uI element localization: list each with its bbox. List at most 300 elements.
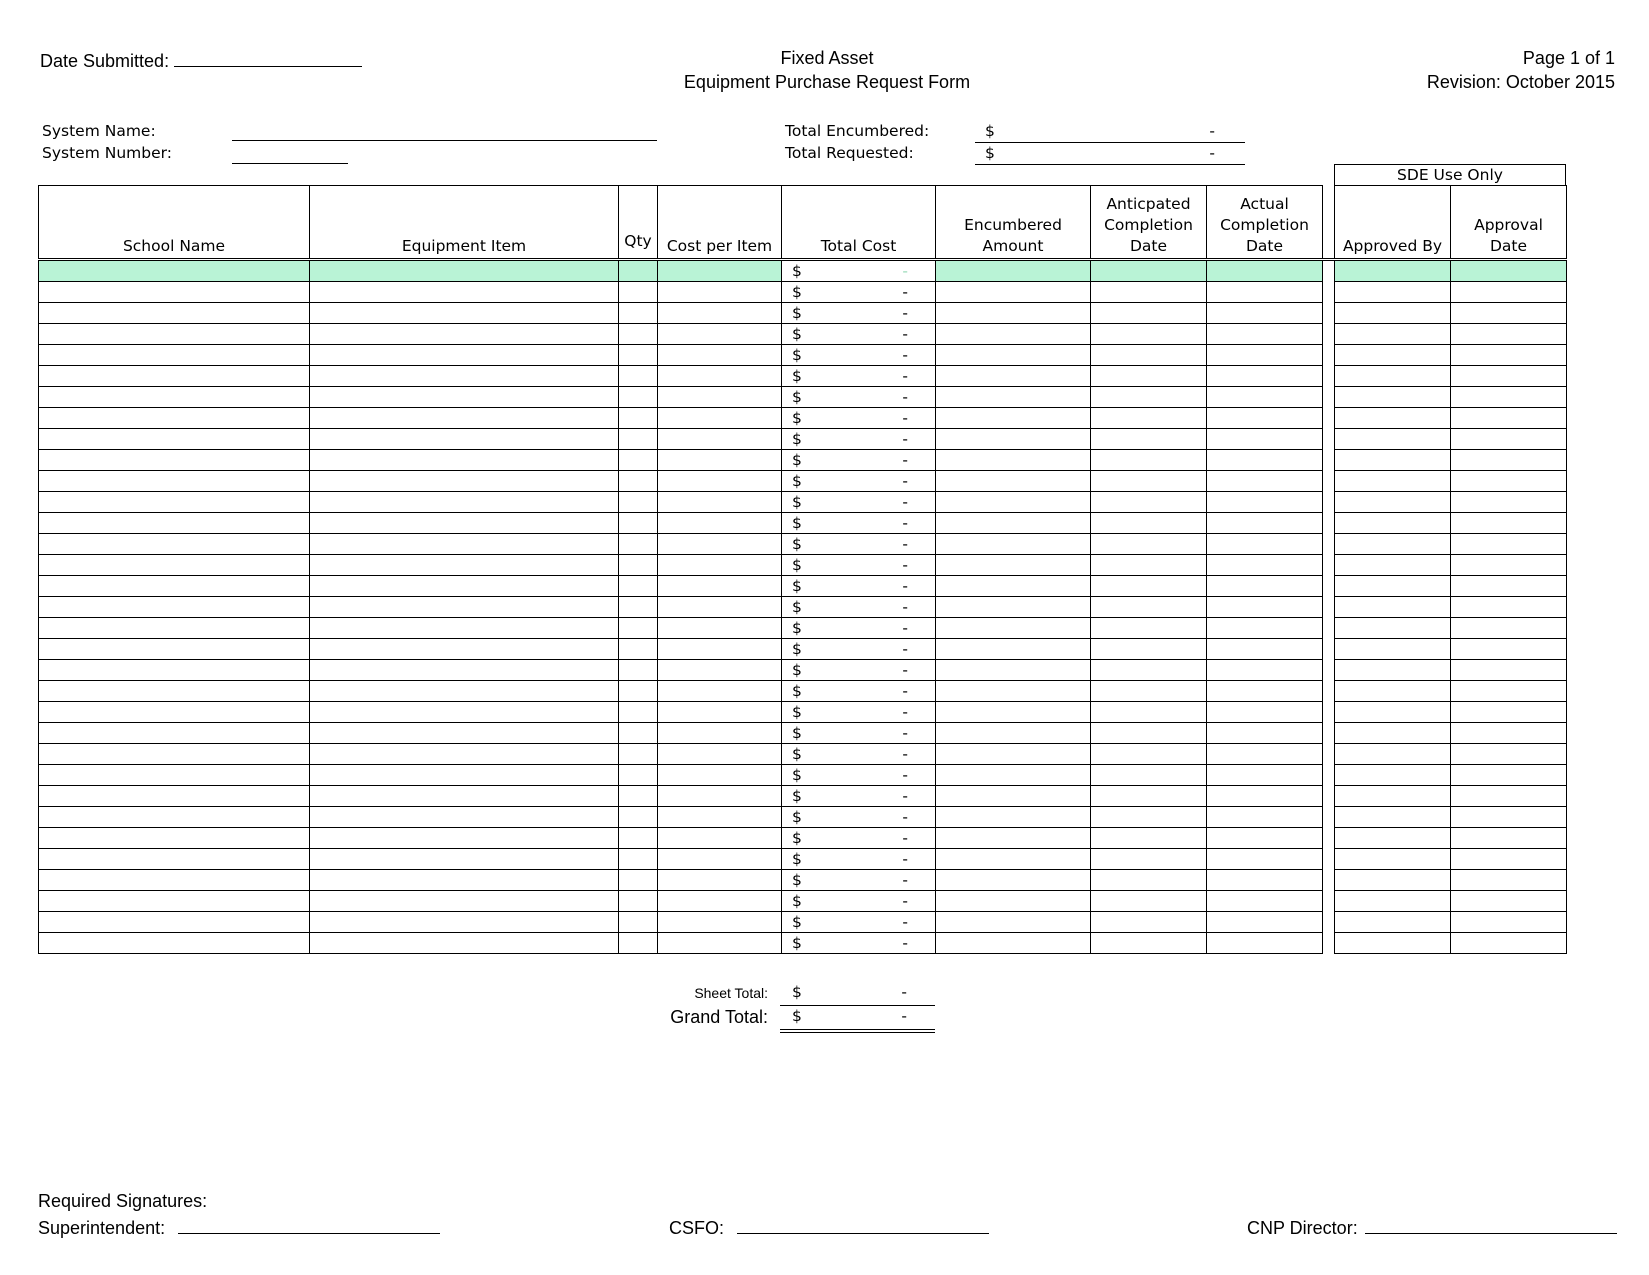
cell-qty[interactable] [619,260,658,282]
cell-equipment-item[interactable] [310,870,619,891]
cell-cost-per-item[interactable] [658,702,782,723]
cell-school-name[interactable] [39,828,310,849]
cell-cost-per-item[interactable] [658,744,782,765]
cell-encumbered-amount[interactable] [936,681,1091,702]
cell-approval-date[interactable] [1451,702,1567,723]
cell-approval-date[interactable] [1451,849,1567,870]
cell-anticipated-date[interactable] [1091,303,1207,324]
cell-equipment-item[interactable] [310,303,619,324]
cell-cost-per-item[interactable] [658,324,782,345]
system-number-field[interactable] [232,163,348,164]
cell-approval-date[interactable] [1451,807,1567,828]
cell-encumbered-amount[interactable] [936,303,1091,324]
cell-encumbered-amount[interactable] [936,765,1091,786]
cell-equipment-item[interactable] [310,387,619,408]
cell-cost-per-item[interactable] [658,723,782,744]
cell-approved-by[interactable] [1335,471,1451,492]
cell-equipment-item[interactable] [310,786,619,807]
cell-equipment-item[interactable] [310,260,619,282]
cell-encumbered-amount[interactable] [936,912,1091,933]
date-submitted-field[interactable] [174,48,362,67]
cell-equipment-item[interactable] [310,639,619,660]
cell-cost-per-item[interactable] [658,513,782,534]
cell-approved-by[interactable] [1335,933,1451,954]
cell-encumbered-amount[interactable] [936,744,1091,765]
cell-school-name[interactable] [39,366,310,387]
cell-equipment-item[interactable] [310,345,619,366]
cell-cost-per-item[interactable] [658,786,782,807]
cell-equipment-item[interactable] [310,408,619,429]
cell-equipment-item[interactable] [310,744,619,765]
cell-actual-date[interactable] [1207,681,1323,702]
cell-school-name[interactable] [39,597,310,618]
cell-approved-by[interactable] [1335,429,1451,450]
cell-anticipated-date[interactable] [1091,324,1207,345]
cell-actual-date[interactable] [1207,744,1323,765]
cell-qty[interactable] [619,744,658,765]
cell-qty[interactable] [619,870,658,891]
cell-anticipated-date[interactable] [1091,345,1207,366]
cell-encumbered-amount[interactable] [936,429,1091,450]
cell-anticipated-date[interactable] [1091,471,1207,492]
cell-equipment-item[interactable] [310,534,619,555]
superintendent-signature-line[interactable] [178,1215,440,1234]
cell-anticipated-date[interactable] [1091,387,1207,408]
cell-encumbered-amount[interactable] [936,807,1091,828]
cell-encumbered-amount[interactable] [936,450,1091,471]
cell-approved-by[interactable] [1335,618,1451,639]
cell-approved-by[interactable] [1335,555,1451,576]
cell-qty[interactable] [619,366,658,387]
cell-approved-by[interactable] [1335,723,1451,744]
cell-cost-per-item[interactable] [658,849,782,870]
cell-encumbered-amount[interactable] [936,534,1091,555]
cell-cost-per-item[interactable] [658,891,782,912]
cell-approved-by[interactable] [1335,303,1451,324]
cell-school-name[interactable] [39,786,310,807]
cell-encumbered-amount[interactable] [936,260,1091,282]
cell-actual-date[interactable] [1207,555,1323,576]
cell-encumbered-amount[interactable] [936,492,1091,513]
cell-approval-date[interactable] [1451,492,1567,513]
cell-anticipated-date[interactable] [1091,933,1207,954]
cell-school-name[interactable] [39,513,310,534]
cell-equipment-item[interactable] [310,723,619,744]
cell-actual-date[interactable] [1207,282,1323,303]
cell-cost-per-item[interactable] [658,828,782,849]
cell-anticipated-date[interactable] [1091,744,1207,765]
cell-approved-by[interactable] [1335,450,1451,471]
cell-encumbered-amount[interactable] [936,282,1091,303]
cell-approval-date[interactable] [1451,870,1567,891]
cell-actual-date[interactable] [1207,387,1323,408]
cell-equipment-item[interactable] [310,513,619,534]
csfo-signature-line[interactable] [737,1215,989,1234]
cell-school-name[interactable] [39,870,310,891]
cell-cost-per-item[interactable] [658,534,782,555]
cell-equipment-item[interactable] [310,555,619,576]
cell-approval-date[interactable] [1451,786,1567,807]
cell-actual-date[interactable] [1207,786,1323,807]
cell-actual-date[interactable] [1207,408,1323,429]
cell-actual-date[interactable] [1207,492,1323,513]
cell-approval-date[interactable] [1451,282,1567,303]
cell-approved-by[interactable] [1335,702,1451,723]
cell-actual-date[interactable] [1207,597,1323,618]
cell-approved-by[interactable] [1335,260,1451,282]
cell-equipment-item[interactable] [310,912,619,933]
cell-encumbered-amount[interactable] [936,933,1091,954]
cell-equipment-item[interactable] [310,429,619,450]
cell-anticipated-date[interactable] [1091,639,1207,660]
cell-school-name[interactable] [39,555,310,576]
cell-qty[interactable] [619,408,658,429]
cell-anticipated-date[interactable] [1091,513,1207,534]
cell-approved-by[interactable] [1335,870,1451,891]
cell-actual-date[interactable] [1207,933,1323,954]
cell-cost-per-item[interactable] [658,429,782,450]
cell-school-name[interactable] [39,282,310,303]
cell-qty[interactable] [619,702,658,723]
cell-approved-by[interactable] [1335,681,1451,702]
cell-qty[interactable] [619,429,658,450]
cell-school-name[interactable] [39,534,310,555]
cell-approved-by[interactable] [1335,576,1451,597]
cell-cost-per-item[interactable] [658,576,782,597]
cell-approval-date[interactable] [1451,450,1567,471]
cell-anticipated-date[interactable] [1091,912,1207,933]
cell-approval-date[interactable] [1451,345,1567,366]
cell-cost-per-item[interactable] [658,282,782,303]
cell-cost-per-item[interactable] [658,870,782,891]
cell-cost-per-item[interactable] [658,933,782,954]
cell-encumbered-amount[interactable] [936,345,1091,366]
cell-anticipated-date[interactable] [1091,429,1207,450]
cell-actual-date[interactable] [1207,807,1323,828]
cell-encumbered-amount[interactable] [936,723,1091,744]
cell-actual-date[interactable] [1207,366,1323,387]
cell-approved-by[interactable] [1335,345,1451,366]
cell-actual-date[interactable] [1207,260,1323,282]
cell-encumbered-amount[interactable] [936,618,1091,639]
cell-approval-date[interactable] [1451,429,1567,450]
cell-approval-date[interactable] [1451,891,1567,912]
cell-equipment-item[interactable] [310,933,619,954]
cell-encumbered-amount[interactable] [936,639,1091,660]
cell-approval-date[interactable] [1451,912,1567,933]
cell-qty[interactable] [619,471,658,492]
cell-anticipated-date[interactable] [1091,870,1207,891]
cell-cost-per-item[interactable] [658,345,782,366]
cell-actual-date[interactable] [1207,639,1323,660]
cell-qty[interactable] [619,807,658,828]
cell-equipment-item[interactable] [310,576,619,597]
cell-qty[interactable] [619,933,658,954]
cell-encumbered-amount[interactable] [936,471,1091,492]
cell-cost-per-item[interactable] [658,765,782,786]
cell-approved-by[interactable] [1335,849,1451,870]
cell-school-name[interactable] [39,744,310,765]
cell-qty[interactable] [619,345,658,366]
cell-approval-date[interactable] [1451,366,1567,387]
cell-school-name[interactable] [39,912,310,933]
cell-encumbered-amount[interactable] [936,555,1091,576]
cell-anticipated-date[interactable] [1091,450,1207,471]
cell-qty[interactable] [619,660,658,681]
cell-approved-by[interactable] [1335,513,1451,534]
cell-anticipated-date[interactable] [1091,282,1207,303]
cell-approval-date[interactable] [1451,723,1567,744]
system-name-field[interactable] [232,140,657,141]
cell-qty[interactable] [619,765,658,786]
cell-school-name[interactable] [39,639,310,660]
cell-qty[interactable] [619,387,658,408]
cell-anticipated-date[interactable] [1091,492,1207,513]
cell-actual-date[interactable] [1207,303,1323,324]
cell-approved-by[interactable] [1335,387,1451,408]
cell-approval-date[interactable] [1451,660,1567,681]
cell-cost-per-item[interactable] [658,912,782,933]
cell-school-name[interactable] [39,471,310,492]
cell-qty[interactable] [619,597,658,618]
cell-anticipated-date[interactable] [1091,260,1207,282]
cell-school-name[interactable] [39,450,310,471]
cell-qty[interactable] [619,534,658,555]
cell-qty[interactable] [619,303,658,324]
cell-equipment-item[interactable] [310,597,619,618]
cell-school-name[interactable] [39,576,310,597]
cell-cost-per-item[interactable] [658,660,782,681]
cell-cost-per-item[interactable] [658,471,782,492]
cell-cost-per-item[interactable] [658,555,782,576]
cell-encumbered-amount[interactable] [936,324,1091,345]
cell-qty[interactable] [619,492,658,513]
cell-anticipated-date[interactable] [1091,807,1207,828]
cell-actual-date[interactable] [1207,912,1323,933]
cell-school-name[interactable] [39,260,310,282]
cell-approval-date[interactable] [1451,618,1567,639]
cell-school-name[interactable] [39,849,310,870]
cell-school-name[interactable] [39,681,310,702]
cell-approval-date[interactable] [1451,933,1567,954]
cell-approval-date[interactable] [1451,387,1567,408]
cell-equipment-item[interactable] [310,807,619,828]
cell-equipment-item[interactable] [310,450,619,471]
cell-approval-date[interactable] [1451,765,1567,786]
cell-approved-by[interactable] [1335,282,1451,303]
cell-equipment-item[interactable] [310,492,619,513]
cell-approval-date[interactable] [1451,555,1567,576]
cell-school-name[interactable] [39,303,310,324]
cell-actual-date[interactable] [1207,618,1323,639]
cell-encumbered-amount[interactable] [936,786,1091,807]
cell-approved-by[interactable] [1335,891,1451,912]
cell-anticipated-date[interactable] [1091,702,1207,723]
cell-anticipated-date[interactable] [1091,408,1207,429]
cell-anticipated-date[interactable] [1091,660,1207,681]
cell-equipment-item[interactable] [310,828,619,849]
cell-qty[interactable] [619,828,658,849]
cell-encumbered-amount[interactable] [936,366,1091,387]
cell-school-name[interactable] [39,702,310,723]
cell-approval-date[interactable] [1451,576,1567,597]
cell-actual-date[interactable] [1207,324,1323,345]
cell-actual-date[interactable] [1207,870,1323,891]
cell-qty[interactable] [619,786,658,807]
cell-cost-per-item[interactable] [658,807,782,828]
cell-school-name[interactable] [39,429,310,450]
cell-qty[interactable] [619,891,658,912]
cell-approved-by[interactable] [1335,828,1451,849]
cell-approval-date[interactable] [1451,597,1567,618]
cell-approved-by[interactable] [1335,534,1451,555]
cell-school-name[interactable] [39,345,310,366]
cell-anticipated-date[interactable] [1091,597,1207,618]
cell-school-name[interactable] [39,807,310,828]
cell-actual-date[interactable] [1207,513,1323,534]
cell-approved-by[interactable] [1335,807,1451,828]
cell-qty[interactable] [619,639,658,660]
cell-school-name[interactable] [39,324,310,345]
cell-equipment-item[interactable] [310,765,619,786]
cell-qty[interactable] [619,324,658,345]
cell-equipment-item[interactable] [310,681,619,702]
cell-approval-date[interactable] [1451,828,1567,849]
cell-qty[interactable] [619,513,658,534]
cell-approved-by[interactable] [1335,597,1451,618]
cell-actual-date[interactable] [1207,723,1323,744]
cell-anticipated-date[interactable] [1091,618,1207,639]
cell-approved-by[interactable] [1335,324,1451,345]
cell-actual-date[interactable] [1207,891,1323,912]
cell-approval-date[interactable] [1451,639,1567,660]
cell-qty[interactable] [619,282,658,303]
cell-approved-by[interactable] [1335,408,1451,429]
cell-school-name[interactable] [39,891,310,912]
cell-anticipated-date[interactable] [1091,723,1207,744]
cell-encumbered-amount[interactable] [936,702,1091,723]
cell-qty[interactable] [619,576,658,597]
cell-qty[interactable] [619,912,658,933]
cell-equipment-item[interactable] [310,471,619,492]
cell-school-name[interactable] [39,723,310,744]
cell-cost-per-item[interactable] [658,387,782,408]
cell-cost-per-item[interactable] [658,260,782,282]
cell-anticipated-date[interactable] [1091,786,1207,807]
cell-school-name[interactable] [39,387,310,408]
cell-encumbered-amount[interactable] [936,849,1091,870]
cell-cost-per-item[interactable] [658,681,782,702]
cell-actual-date[interactable] [1207,765,1323,786]
cell-qty[interactable] [619,849,658,870]
cell-approval-date[interactable] [1451,513,1567,534]
cell-approval-date[interactable] [1451,681,1567,702]
cell-approval-date[interactable] [1451,744,1567,765]
cell-approved-by[interactable] [1335,492,1451,513]
cell-qty[interactable] [619,681,658,702]
cnp-director-signature-line[interactable] [1365,1215,1617,1234]
cell-encumbered-amount[interactable] [936,513,1091,534]
cell-actual-date[interactable] [1207,849,1323,870]
cell-encumbered-amount[interactable] [936,576,1091,597]
cell-approved-by[interactable] [1335,366,1451,387]
cell-qty[interactable] [619,450,658,471]
cell-approval-date[interactable] [1451,303,1567,324]
cell-actual-date[interactable] [1207,576,1323,597]
cell-actual-date[interactable] [1207,471,1323,492]
cell-anticipated-date[interactable] [1091,891,1207,912]
cell-qty[interactable] [619,723,658,744]
cell-encumbered-amount[interactable] [936,828,1091,849]
cell-equipment-item[interactable] [310,366,619,387]
cell-school-name[interactable] [39,765,310,786]
cell-cost-per-item[interactable] [658,366,782,387]
cell-anticipated-date[interactable] [1091,828,1207,849]
cell-encumbered-amount[interactable] [936,387,1091,408]
cell-approved-by[interactable] [1335,639,1451,660]
cell-actual-date[interactable] [1207,429,1323,450]
cell-equipment-item[interactable] [310,660,619,681]
cell-equipment-item[interactable] [310,891,619,912]
cell-cost-per-item[interactable] [658,492,782,513]
cell-approval-date[interactable] [1451,408,1567,429]
cell-equipment-item[interactable] [310,849,619,870]
cell-approved-by[interactable] [1335,912,1451,933]
cell-encumbered-amount[interactable] [936,870,1091,891]
cell-actual-date[interactable] [1207,534,1323,555]
cell-school-name[interactable] [39,618,310,639]
cell-school-name[interactable] [39,660,310,681]
cell-approved-by[interactable] [1335,765,1451,786]
cell-cost-per-item[interactable] [658,303,782,324]
cell-encumbered-amount[interactable] [936,891,1091,912]
cell-approved-by[interactable] [1335,744,1451,765]
cell-anticipated-date[interactable] [1091,849,1207,870]
cell-school-name[interactable] [39,492,310,513]
cell-equipment-item[interactable] [310,702,619,723]
cell-anticipated-date[interactable] [1091,534,1207,555]
cell-cost-per-item[interactable] [658,408,782,429]
cell-actual-date[interactable] [1207,828,1323,849]
cell-cost-per-item[interactable] [658,639,782,660]
cell-approval-date[interactable] [1451,260,1567,282]
cell-approved-by[interactable] [1335,786,1451,807]
cell-actual-date[interactable] [1207,660,1323,681]
cell-encumbered-amount[interactable] [936,408,1091,429]
cell-anticipated-date[interactable] [1091,576,1207,597]
cell-cost-per-item[interactable] [658,597,782,618]
cell-approval-date[interactable] [1451,471,1567,492]
cell-approval-date[interactable] [1451,534,1567,555]
cell-equipment-item[interactable] [310,282,619,303]
cell-approved-by[interactable] [1335,660,1451,681]
cell-qty[interactable] [619,555,658,576]
cell-equipment-item[interactable] [310,618,619,639]
cell-anticipated-date[interactable] [1091,681,1207,702]
cell-actual-date[interactable] [1207,702,1323,723]
cell-anticipated-date[interactable] [1091,765,1207,786]
cell-school-name[interactable] [39,933,310,954]
cell-anticipated-date[interactable] [1091,555,1207,576]
cell-encumbered-amount[interactable] [936,660,1091,681]
cell-anticipated-date[interactable] [1091,366,1207,387]
cell-cost-per-item[interactable] [658,618,782,639]
cell-cost-per-item[interactable] [658,450,782,471]
cell-school-name[interactable] [39,408,310,429]
cell-actual-date[interactable] [1207,345,1323,366]
cell-approval-date[interactable] [1451,324,1567,345]
cell-qty[interactable] [619,618,658,639]
